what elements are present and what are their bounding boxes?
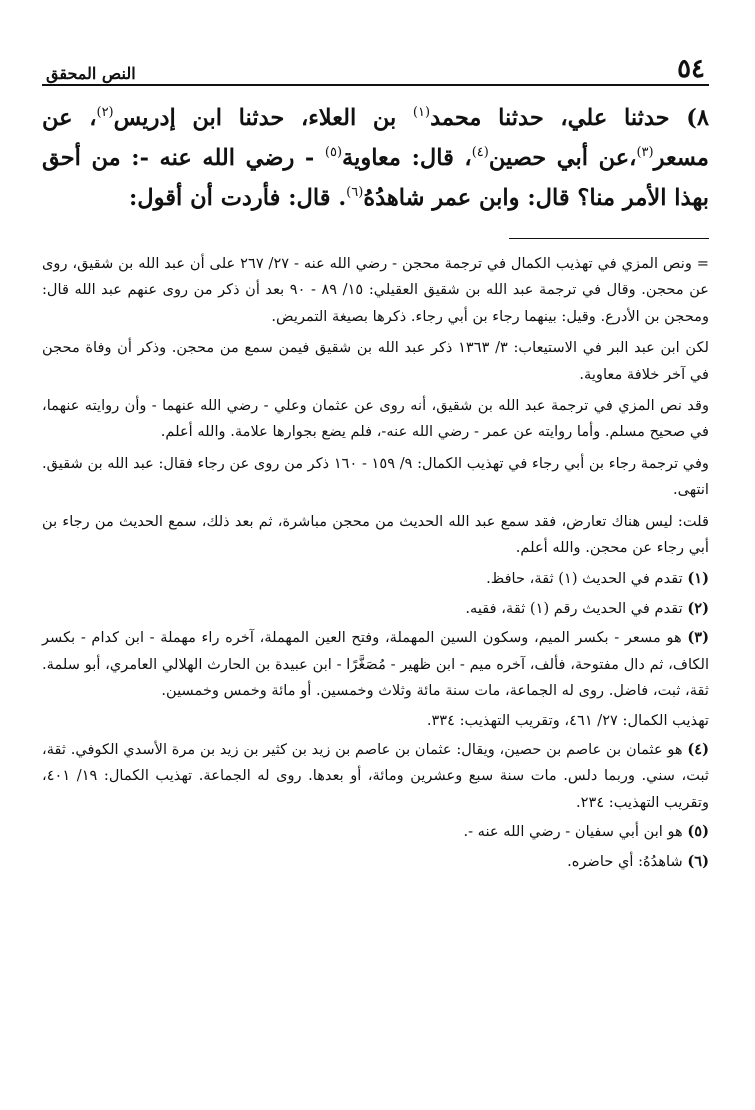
footnote-text: وفي ترجمة رجاء بن أبي رجاء في تهذيب الكمال: ٩/ ١٥٩ - ١٦٠ ذكر من روى عن رجاء فقال: عبد الله بن شقيق. انتهى. xyxy=(42,454,709,499)
footnote-ref-2[interactable]: (٢) xyxy=(96,105,114,120)
footnote-text: هو مسعر - بكسر الميم، وسكون السين المهملة، وفتح العين المهملة، آخره راء مهملة - ابن كدام - بكسر الكاف، ثم دال مفتوحة، فألف، آخره ميم - ابن ظهير - مُصَغَّرًا - ابن عبيدة بن الحارث الهلالي العامري، أبو سلمة. ثقة، ثبت، فاضل. روى له الجماعة، مات سنة مائة وثلاث وخمسين. أو مائة وخمس وخمسين. xyxy=(42,629,709,700)
footnote-2 xyxy=(42,596,709,622)
footnote-3 xyxy=(42,625,709,704)
footnote-ref-4[interactable]: (٤) xyxy=(471,145,489,160)
footnote-text: هو ابن أبي سفيان - رضي الله عنه -. xyxy=(463,823,688,841)
footnote-text: هو عثمان بن عاصم بن حصين، ويقال: عثمان بن عاصم بن زيد بن كثير بن زيد بن مرة الأسدي الكوفي. ثقة، ثبت، سني. وربما دلس. مات سنة سبع وعشرين ومائة، أو بعدها. روى له الجماعة. تهذيب الكمال: ١٩/ ٤٠١، وتقريب التهذيب: ٢٣٤. xyxy=(42,740,709,811)
footnote-paragraph xyxy=(42,509,709,562)
running-title: النص المحقق xyxy=(46,64,136,83)
hadith-segment: ، قال: معاوية xyxy=(342,145,472,171)
hadith-segment: ٨) حدثنا علي، حدثنا محمد xyxy=(430,105,709,131)
footnote-text: تهذيب الكمال: ٢٧/ ٤٦١، وتقريب التهذيب: ٣٣٤. xyxy=(426,711,709,729)
footnote-continuation xyxy=(42,251,709,330)
footnote-ref-5[interactable]: (٥) xyxy=(324,145,343,160)
footnote-paragraph xyxy=(42,451,709,504)
page-number: ٥٤ xyxy=(677,54,705,84)
footnote-text: = ونص المزي في تهذيب الكمال في ترجمة محجن - رضي الله عنه - ٢٧/ ٢٦٧ على أن عبد الله بن شقيق، روى عن محجن. وقال في ترجمة عبد الله بن شقيق العقيلي: ١٥/ ٨٩ - ٩٠ بعد أن ذكر من روى عنهم عبد الله قال: ومحجن بن الأدرع. وقيل: بينهما رجاء بن أبي رجاء. ذكرها بصيغة التمريض. xyxy=(42,255,710,325)
footnote-text: وقد نص المزي في ترجمة عبد الله بن شقيق، أنه روى عن عثمان وعلي - رضي الله عنهما - وأن روايته عنهما، في صحيح مسلم. وأما روايته عن عمر - رضي الله عنه-، فلم يضع بجوارها علامة. والله أعلم. xyxy=(42,397,709,441)
footnote-6 xyxy=(42,849,709,875)
footnote-number: (٥) xyxy=(687,823,709,841)
footnote-ref-1[interactable]: (١) xyxy=(412,105,431,120)
footnote-text: تقدم في الحديث (١) ثقة، حافظ. xyxy=(486,570,688,588)
footnote-text: شاهدُهُ: أي حاضره. xyxy=(567,852,688,870)
footnote-text: قلت: ليس هناك تعارض، فقد سمع عبد الله الحديث من محجن مباشرة، ثم بعد ذلك، سمع الحديث من رجاء بن أبي رجاء عن محجن. والله أعلم. xyxy=(42,512,709,557)
footnote-3-reference xyxy=(42,708,709,734)
footnotes xyxy=(42,251,709,875)
footnote-number: (٦) xyxy=(687,852,709,870)
footnote-number: (٤) xyxy=(687,740,709,758)
footnote-4 xyxy=(42,737,709,816)
footnote-ref-3[interactable]: (٣) xyxy=(636,145,654,160)
footnote-text: تقدم في الحديث رقم (١) ثقة، فقيه. xyxy=(465,599,688,617)
footnote-paragraph xyxy=(42,335,709,388)
footnote-number: (٣) xyxy=(687,629,709,647)
footnote-text: لكن ابن عبد البر في الاستيعاب: ٣/ ١٣٦٣ ذكر عبد الله بن شقيق فيمن سمع من محجن. وذكر أن وفاة محجن في آخر خلافة معاوية. xyxy=(42,339,710,383)
footnote-number: (١) xyxy=(687,570,709,588)
hadith-segment: بن العلاء، حدثنا ابن إدريس xyxy=(113,105,413,131)
page-header xyxy=(42,40,709,86)
footnote-paragraph xyxy=(42,393,709,446)
footnote-1 xyxy=(42,566,709,592)
footnote-ref-6[interactable]: (٦) xyxy=(346,185,364,200)
footnote-separator xyxy=(509,238,709,239)
hadith-segment: ، عن مسعر xyxy=(42,105,709,171)
hadith-segment: ،عن أبي حصين xyxy=(488,145,637,171)
footnote-5 xyxy=(42,819,709,845)
hadith-segment: - رضي الله عنه -: من أحق بهذا الأمر منا؟ قال: وابن عمر شاهدُهُ xyxy=(42,145,709,211)
hadith-segment: . قال: فأردت أن أقول: xyxy=(129,185,347,211)
footnote-number: (٢) xyxy=(687,599,709,617)
hadith-text xyxy=(42,98,709,218)
